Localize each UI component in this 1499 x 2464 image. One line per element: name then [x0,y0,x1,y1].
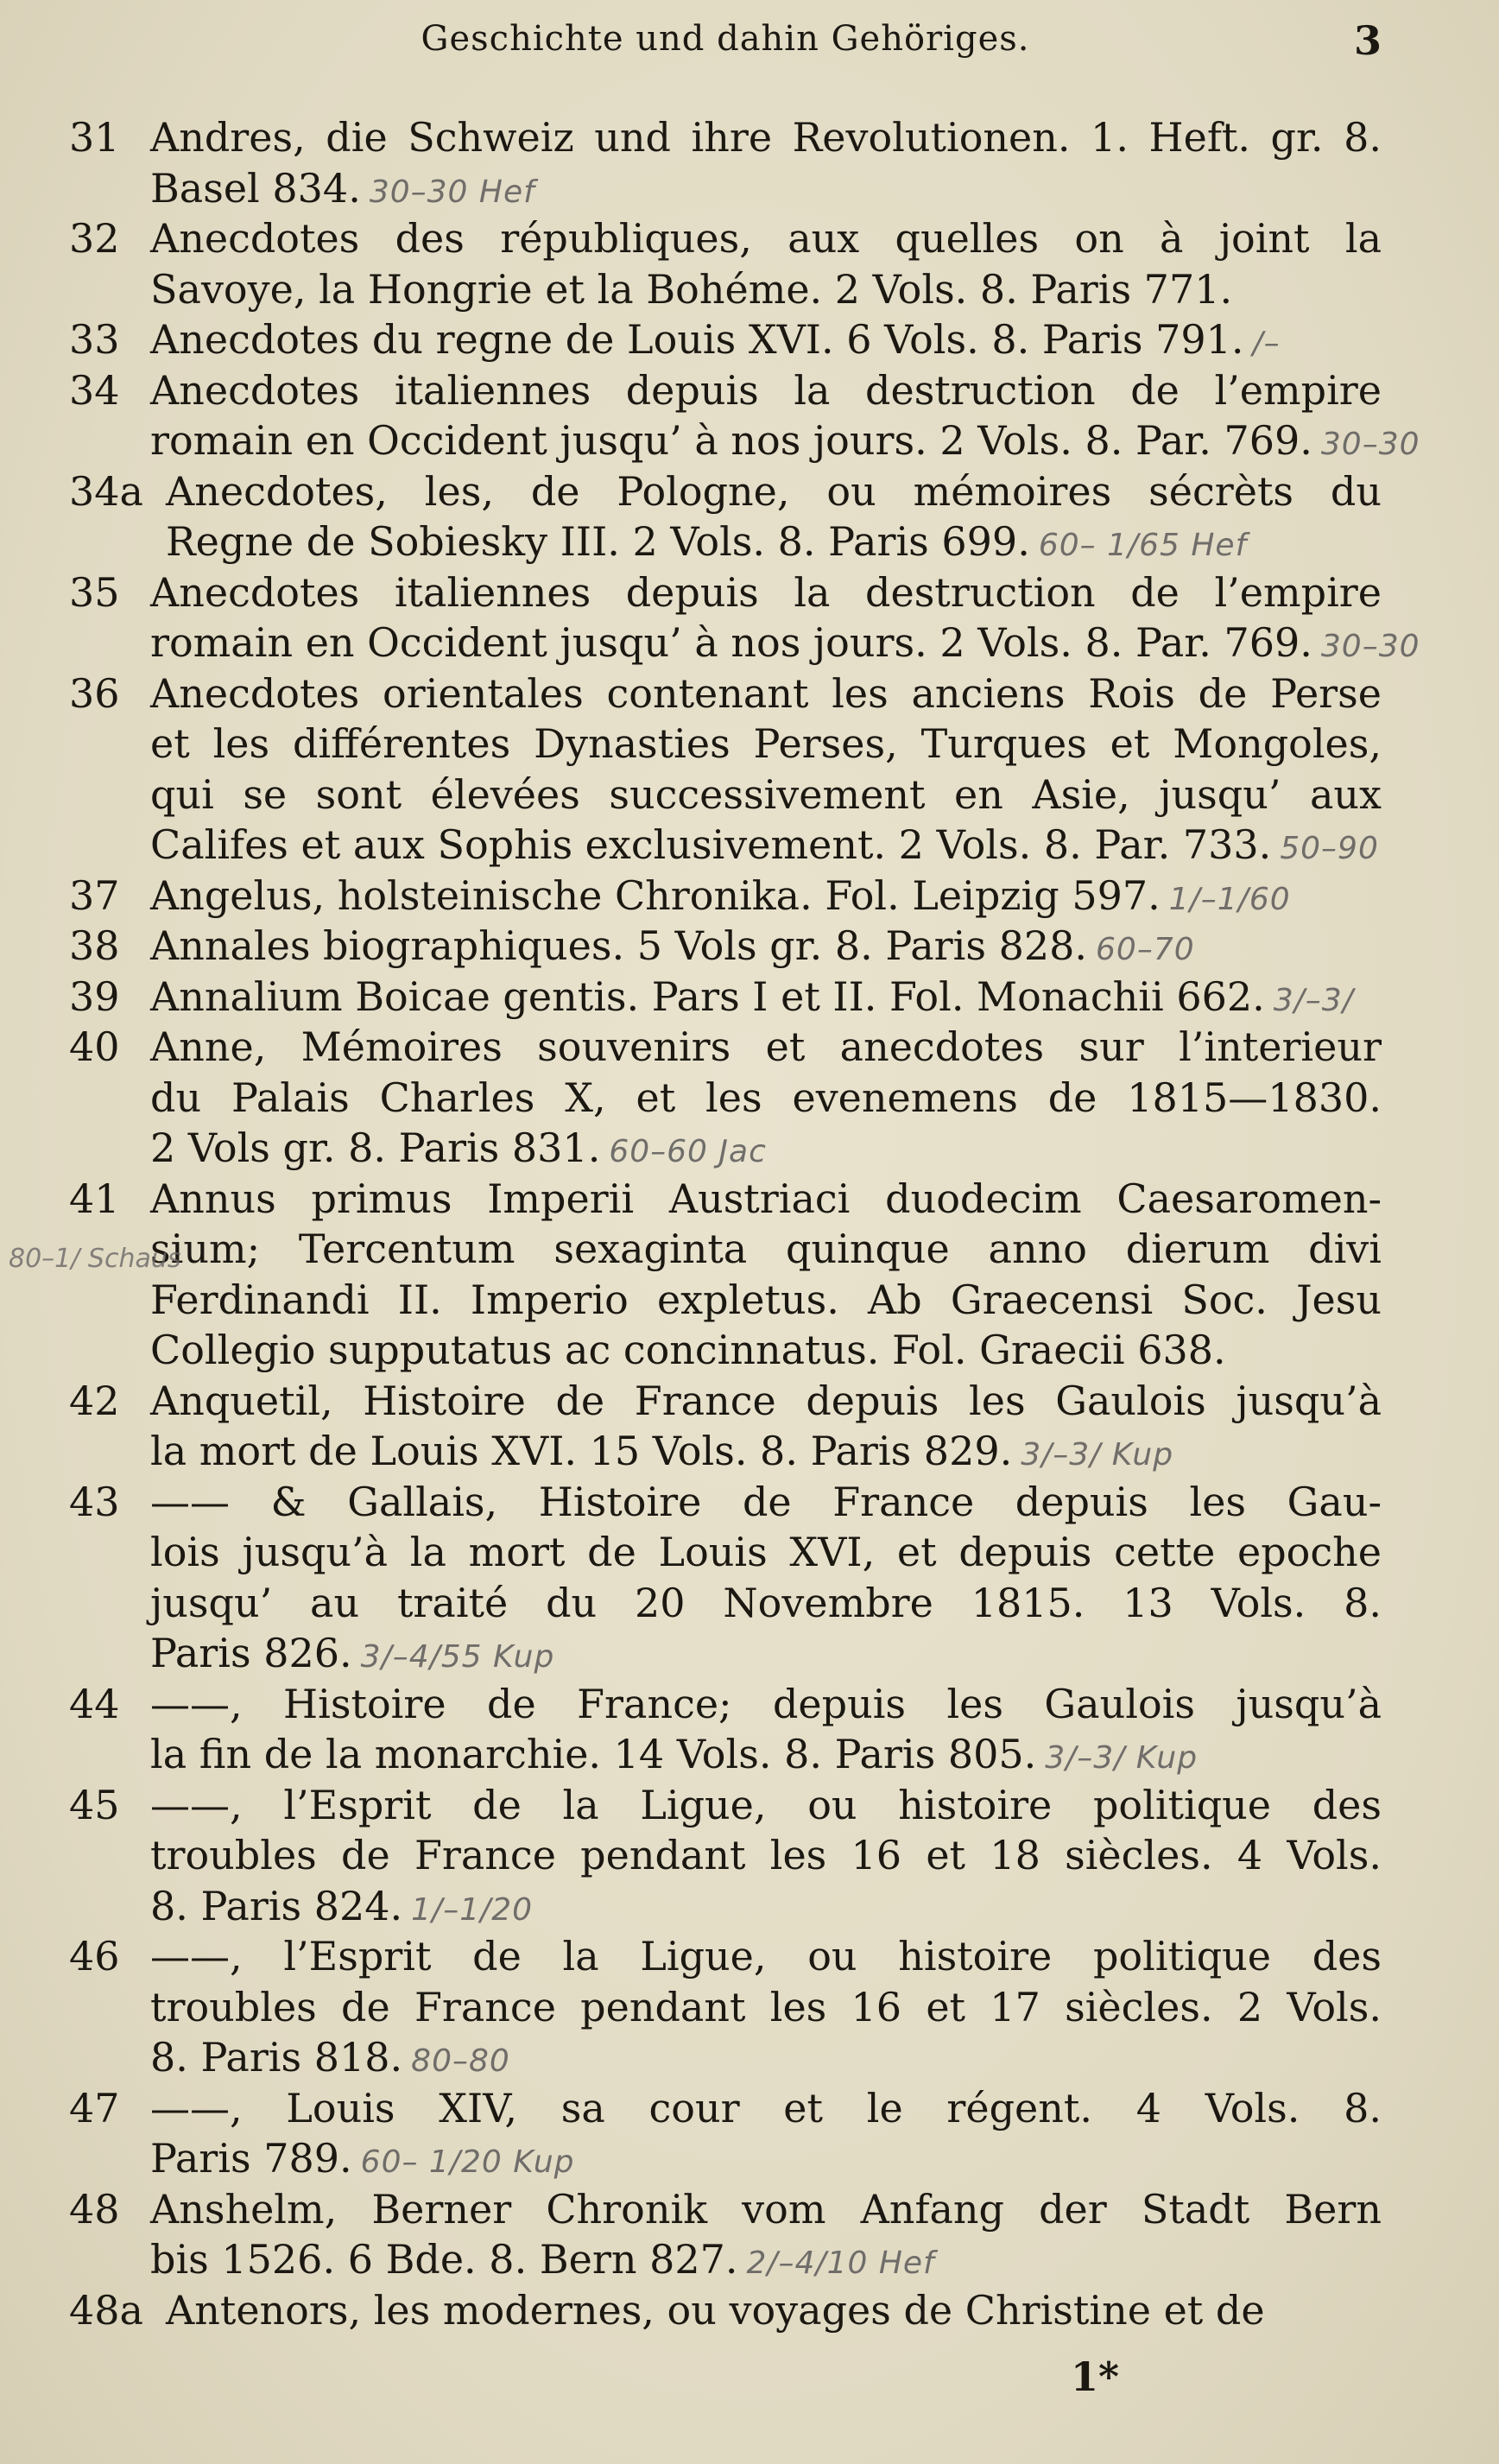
entry-number: 48a [69,2286,143,2334]
entry-number: 48 [69,2185,120,2233]
handwritten-price-note: 3/–3/ Kup [1045,1740,1199,1776]
entry-line-text: Anecdotes, les, de Pologne, ou mémoires sécrèts du [166,467,1382,515]
handwritten-price-note: 60– 1/20 Kup [360,2144,575,2180]
handwritten-price-note: 80–80 [411,2043,510,2079]
margin-annotation: 80–1/ Schaus [9,1244,181,1274]
entry-line [150,2032,1382,2083]
entry-line-text: sium; Tercentum sexaginta quinque anno dierum divi [150,1226,1382,1272]
entry-text [150,1780,1382,1932]
entry-line-text: Anecdotes orientales contenant les anciens Rois de Perse [150,669,1382,717]
entry-line-text: Angelus, holsteinische Chronika. Fol. Leipzig 597. [150,871,1161,919]
handwritten-price-note: 30–30 [1320,629,1420,664]
entry-line-text: Andres, die Schweiz und ihre Revolutionen. 1. Heft. gr. 8. [150,114,1382,161]
entry-line-text: Califes et aux Sophis exclusivement. 2 Vols. 8. Par. 733. [150,821,1272,868]
entry-line [150,820,1382,871]
entry-text [150,871,1382,922]
entry-line-text: lois jusqu’à la mort de Louis XVI, et depuis cette epoche [150,1529,1382,1575]
entry-text [150,1679,1382,1780]
entry-line-text: Anshelm, Berner Chronik vom Anfang der Stadt Bern [150,2185,1382,2233]
entry-text [150,1022,1382,1174]
entry-line-text: ——, l’Esprit de la Ligue, ou histoire politique des [150,1933,1382,1979]
entry-line [150,415,1420,466]
entry-number: 36 [69,669,120,717]
entry-line-text: romain en Occident jusqu’ à nos jours. 2 Vols. 8. Par. 769. [150,417,1312,464]
entry-number: 35 [69,568,120,616]
entry-line-text: 8. Paris 824. [150,1882,403,1929]
entry-line [150,1982,1382,2033]
entry-text [166,2285,1382,2336]
entry-line [150,668,1382,719]
entry-text [150,567,1420,668]
entry-line [166,516,1382,567]
entry-line-text: ——, Louis XIV, sa cour et le régent. 4 Vols. 8. [150,2084,1382,2131]
entry-text [150,2184,1382,2285]
entry-line [150,1780,1382,1831]
entry-number: 39 [69,972,120,1020]
entry-line [150,1325,1382,1376]
entry-line [166,466,1382,517]
entry-text [150,1931,1382,2083]
entry-line-text: romain en Occident jusqu’ à nos jours. 2 Vols. 8. Par. 769. [150,619,1312,666]
entry-text [150,668,1382,871]
entry-text [150,921,1382,972]
entry-line-text: Anecdotes italiennes depuis la destruction de l’empire [150,568,1382,616]
entry-line-text: Savoye, la Hongrie et la Bohéme. 2 Vols. 8. Paris 771. [150,265,1233,313]
entry-number: 31 [69,114,120,161]
entry-line-text: troubles de France pendant les 16 et 18 siècles. 4 Vols. [150,1832,1382,1878]
running-head: Geschichte und dahin Gehöriges. [421,19,1030,59]
handwritten-price-note: 1/–1/20 [411,1891,534,1928]
entry-text [150,314,1382,365]
entry-line [150,2184,1382,2235]
entry-line-text: Anecdotes du regne de Louis XVI. 6 Vols. 8. Paris 791. [150,316,1244,363]
entry-line-text: et les différentes Dynasties Perses, Turques et Mongoles, [150,720,1382,767]
entry-number: 46 [69,1933,120,1979]
entry-line [150,972,1382,1023]
entry-line [150,1123,1382,1174]
handwritten-price-note: 50–90 [1280,831,1379,866]
entry-line [150,213,1382,264]
entry-line [150,1628,1382,1679]
entry-number: 34a [69,467,143,515]
entry-text [150,1477,1382,1679]
entry-line [150,1073,1382,1124]
entry-line [150,1174,1382,1225]
handwritten-price-note: 60–70 [1096,932,1195,967]
entry-line-text: Antenors, les modernes, ou voyages de Christine et de [166,2286,1265,2334]
entry-line [150,1022,1382,1073]
entry-line-text: jusqu’ au traité du 20 Novembre 1815. 13 Vols. 8. [150,1579,1382,1626]
entry-line-text: Annales biographiques. 5 Vols gr. 8. Paris 828. [150,922,1088,969]
entry-line [150,1830,1382,1881]
entry-number: 44 [69,1680,120,1727]
entry-line-text: ——, Histoire de France; depuis les Gaulois jusqu’à [150,1680,1382,1727]
entry-text [150,213,1382,314]
entry-line-text: Anecdotes italiennes depuis la destruction de l’empire [150,366,1382,414]
entry-line-text: Annalium Boicae gentis. Pars I et II. Fol. Monachii 662. [150,972,1265,1020]
entry-line [150,2133,1382,2184]
entry-line [150,1477,1382,1528]
entry-line [150,163,1382,214]
entry-line [150,618,1420,668]
entry-line [150,1426,1382,1477]
entry-line [150,1931,1382,1982]
entry-line [166,2285,1382,2336]
handwritten-price-note: 30–30 [1320,427,1420,462]
entry-number: 45 [69,1781,120,1828]
page-number: 3 [1353,17,1382,64]
entry-line [150,1679,1382,1730]
entry-line-text: qui se sont élevées successivement en Asie, jusqu’ aux [150,770,1382,818]
entry-line-text: 8. Paris 818. [150,2034,403,2081]
entry-number: 33 [69,316,120,363]
entry-line [150,1376,1382,1427]
entry-line-text: Paris 789. [150,2135,352,2182]
entry-line [150,1729,1382,1780]
entry-line-text: Annus primus Imperii Austriaci duodecim Caesaromen- [150,1175,1382,1222]
handwritten-price-note: 3/–3/ [1273,982,1354,1018]
handwritten-price-note: 30–30 Hef [369,174,535,210]
handwritten-price-note: 1/–1/60 [1168,881,1291,917]
entry-text [150,112,1382,213]
entry-line [150,1578,1382,1629]
entry-line [150,314,1382,365]
entry-line-text: —— & Gallais, Histoire de France depuis les Gau- [150,1478,1382,1525]
entry-line [150,719,1382,770]
entry-line-text: du Palais Charles X, et les evenemens de 1815—1830. [150,1074,1382,1121]
entry-line-text: Anquetil, Histoire de France depuis les Gaulois jusqu’à [150,1377,1382,1424]
entry-line [150,770,1382,820]
entry-line-text: 2 Vols gr. 8. Paris 831. [150,1124,601,1171]
entry-line [150,921,1382,972]
entry-line [150,1881,1382,1932]
handwritten-price-note: 3/–4/55 Kup [360,1639,555,1675]
entry-line-text: Anecdotes des républiques, aux quelles on à joint la [150,215,1382,262]
entry-text [150,972,1382,1023]
entry-line [150,871,1382,922]
entry-line-text: ——, l’Esprit de la Ligue, ou histoire politique des [150,1781,1382,1828]
entry-line-text: Ferdinandi II. Imperio expletus. Ab Graecensi Soc. Jesu [150,1276,1382,1323]
entry-number: 32 [69,215,120,262]
entry-line [150,1275,1382,1326]
handwritten-price-note: 60–60 Jac [609,1134,767,1169]
entry-line [150,264,1382,315]
entry-number: 38 [69,922,120,969]
entry-line [150,567,1382,618]
entry-line-text: Regne de Sobiesky III. 2 Vols. 8. Paris 699. [166,518,1030,565]
entry-line-text: Anne, Mémoires souvenirs et anecdotes sur l’interieur [150,1023,1382,1070]
entry-line-text: Paris 826. [150,1630,352,1676]
signature-mark: 1* [1071,2353,1120,2400]
entry-line-text: Collegio supputatus ac concinnatus. Fol. Graecii 638. [150,1327,1226,1373]
entry-line-text: Basel 834. [150,164,361,212]
entry-number: 47 [69,2084,120,2131]
handwritten-price-note: 3/–3/ Kup [1021,1437,1174,1473]
entry-line-text: troubles de France pendant les 16 et 17 siècles. 2 Vols. [150,1983,1382,2030]
entry-number: 41 [69,1175,120,1222]
handwritten-price-note: /– [1252,326,1281,361]
entry-text [150,1376,1382,1477]
entry-number: 34 [69,366,120,414]
entry-text [150,365,1420,466]
entry-line [150,112,1382,163]
entry-text [166,466,1382,567]
entry-number: 40 [69,1023,120,1070]
entry-line [150,2083,1382,2134]
entry-text [150,2083,1382,2184]
entry-line [150,365,1382,416]
entry-line-text: la mort de Louis XVI. 15 Vols. 8. Paris 829. [150,1428,1013,1474]
entry-line-text: la fin de la monarchie. 14 Vols. 8. Paris 805. [150,1731,1037,1777]
entry-number: 37 [69,871,120,919]
entry-text [150,1174,1382,1376]
entry-line [150,1224,1382,1275]
entry-line [150,2234,1382,2285]
handwritten-price-note: 2/–4/10 Hef [746,2245,935,2281]
entry-number: 43 [69,1478,120,1525]
handwritten-price-note: 60– 1/65 Hef [1038,528,1248,563]
entry-line-text: bis 1526. 6 Bde. 8. Bern 827. [150,2236,738,2283]
entry-line [150,1527,1382,1578]
entry-number: 42 [69,1377,120,1424]
